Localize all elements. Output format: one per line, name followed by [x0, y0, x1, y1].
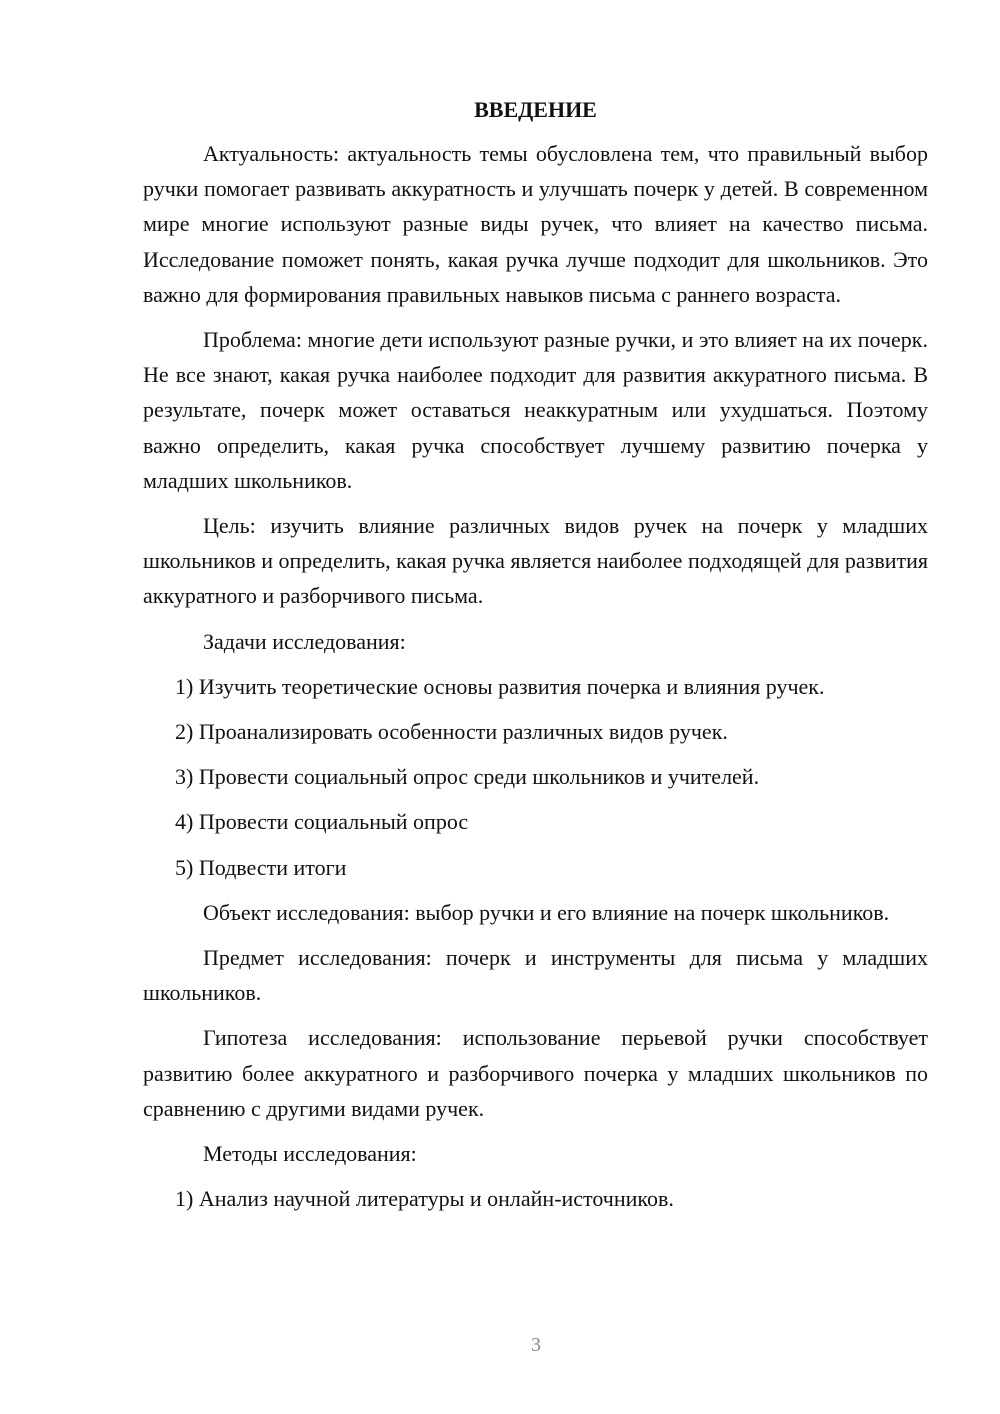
- relevance-paragraph: Актуальность: актуальность темы обусловлена тем, что правильный выбор ручки помогает развивать аккуратность и улучшать почерк у детей. В современном мире многие используют разные виды ручек, что влияет на качество письма. Исследование поможет понять, какая ручка лучше подходит для школьников. Это важно для формирования правильных навыков письма с раннего возраста.: [143, 141, 928, 307]
- method-item-1: 1) Анализ научной литературы и онлайн-источников.: [175, 1186, 674, 1212]
- document-body: [143, 92, 928, 1216]
- subject-paragraph: Предмет исследования: почерк и инструменты для письма у младших школьников.: [143, 944, 928, 1006]
- task-item-5: 5) Подвести итоги: [175, 854, 347, 880]
- methods-heading: Методы исследования:: [203, 1141, 417, 1166]
- tasks-heading: Задачи исследования:: [203, 628, 406, 654]
- task-item-3: 3) Провести социальный опрос среди школьников и учителей.: [175, 764, 760, 790]
- hypothesis-paragraph: Гипотеза исследования: использование перьевой ручки способствует развитию более аккуратного и разборчивого почерка у младших школьников по сравнению с другими видами ручек.: [143, 1025, 928, 1121]
- goal-paragraph: Цель: изучить влияние различных видов ручек на почерк у младших школьников и определить, какая ручка является наиболее подходящей для развития аккуратного и разборчивого письма.: [143, 513, 929, 609]
- problem-paragraph: Проблема: многие дети используют разные ручки, и это влияет на их почерк. Не все знают, какая ручка наиболее подходит для развития аккуратного письма. В результате, почерк может оставаться неаккуратным или ухудшаться. Поэтому важно определить, какая ручка способствует лучшему развитию почерка у младших школьников.: [143, 327, 928, 493]
- page-title: ВВЕДЕНИЕ: [474, 97, 597, 122]
- object-paragraph: Объект исследования: выбор ручки и его влияние на почерк школьников.: [203, 899, 890, 925]
- task-item-1: 1) Изучить теоретические основы развития почерка и влияния ручек.: [175, 673, 825, 699]
- task-item-2: 2) Проанализировать особенности различных видов ручек.: [175, 719, 728, 745]
- task-item-4: 4) Провести социальный опрос: [175, 809, 469, 835]
- methods-list: [143, 1181, 928, 1216]
- page-number: 3: [531, 1334, 541, 1356]
- tasks-list: [143, 669, 928, 885]
